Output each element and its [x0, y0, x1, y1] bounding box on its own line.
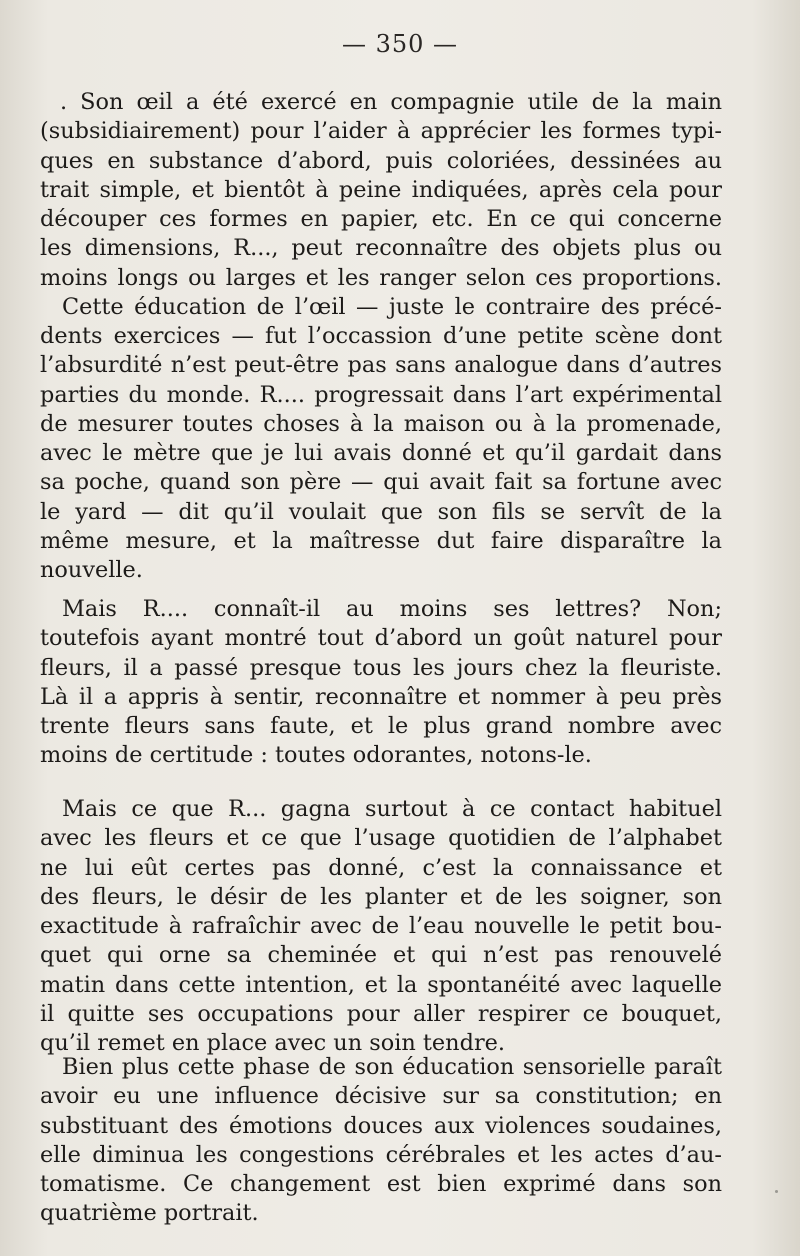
paragraph-2: [40, 595, 722, 771]
text-line: Cette éducation de l’œil — juste le contraire des précé-: [62, 293, 722, 320]
print-speck: [775, 1190, 778, 1193]
text-line: les dimensions, R..., peut reconnaître des objets plus ou: [40, 235, 722, 262]
paragraph-1: [40, 88, 722, 585]
text-line: sa poche, quand son père — qui avait fait sa fortune avec: [40, 469, 722, 496]
text-line: tomatisme. Ce changement est bien exprimé dans son: [40, 1171, 722, 1197]
text-line: exactitude à rafraîchir avec de l’eau nouvelle le petit bou-: [40, 913, 722, 939]
text-line: parties du monde. R.... progressait dans l’art expérimental: [40, 381, 722, 408]
text-line: avec les fleurs et ce que l’usage quotidien de l’alphabet: [40, 825, 722, 852]
text-line: moins longs ou larges et les ranger selon ces proportions.: [40, 264, 722, 291]
text-line: quatrième portrait.: [40, 1200, 259, 1227]
text-line: des fleurs, le désir de les planter et de les soigner, son: [40, 883, 722, 910]
text-line: Là il a appris à sentir, reconnaître et nommer à peu près: [40, 683, 722, 710]
text-line: matin dans cette intention, et la spontanéité avec laquelle: [40, 971, 722, 998]
text-line: avoir eu une influence décisive sur sa constitution; en: [40, 1083, 722, 1110]
text-line: l’absurdité n’est peut-être pas sans analogue dans d’autres: [40, 352, 722, 379]
text-line: elle diminua les congestions cérébrales et les actes d’au-: [40, 1141, 722, 1168]
text-line: même mesure, et la maîtresse dut faire disparaître la: [40, 527, 722, 554]
page-number: — 350 —: [341, 30, 459, 58]
paragraph-3: [40, 795, 722, 1058]
text-line: ques en substance d’abord, puis coloriées, dessinées au: [40, 147, 722, 174]
text-line: qu’il remet en place avec un soin tendre.: [40, 1030, 506, 1056]
text-line: fleurs, il a passé presque tous les jours chez la fleuriste.: [40, 654, 722, 681]
text-line: toutefois ayant montré tout d’abord un goût naturel pour: [40, 625, 722, 652]
text-line: substituant des émotions douces aux violences soudaines,: [40, 1112, 722, 1139]
text-line: le yard — dit qu’il voulait que son fils se servît de la: [40, 498, 722, 525]
text-line: il quitte ses occupations pour aller respirer ce bouquet,: [40, 1000, 722, 1027]
text-line: dents exercices — fut l’occassion d’une petite scène dont: [40, 323, 722, 349]
text-line: trente fleurs sans faute, et le plus grand nombre avec: [40, 713, 722, 739]
text-line: ne lui eût certes pas donné, c’est la connaissance et: [40, 854, 722, 881]
text-line: découper ces formes en papier, etc. En ce qui concerne: [40, 206, 722, 232]
text-line: . Son œil a été exercé en compagnie utile de la main: [60, 89, 722, 115]
text-line: de mesurer toutes choses à la maison ou à la promenade,: [40, 410, 722, 437]
text-line: (subsidiairement) pour l’aider à apprécier les formes typi-: [40, 118, 722, 145]
text-line: nouvelle.: [40, 557, 143, 583]
text-line: trait simple, et bientôt à peine indiquées, après cela pour: [40, 176, 722, 203]
text-line: Mais R.... connaît-il au moins ses lettres? Non;: [62, 596, 722, 622]
text-line: Mais ce que R... gagna surtout à ce contact habituel: [62, 796, 722, 822]
paragraph-4: [40, 1053, 722, 1229]
text-line: Bien plus cette phase de son éducation sensorielle paraît: [62, 1054, 722, 1080]
text-line: moins de certitude : toutes odorantes, notons-le.: [40, 742, 592, 769]
text-line: quet qui orne sa cheminée et qui n’est pas renouvelé: [40, 942, 722, 969]
text-line: avec le mètre que je lui avais donné et qu’il gardait dans: [40, 440, 722, 466]
